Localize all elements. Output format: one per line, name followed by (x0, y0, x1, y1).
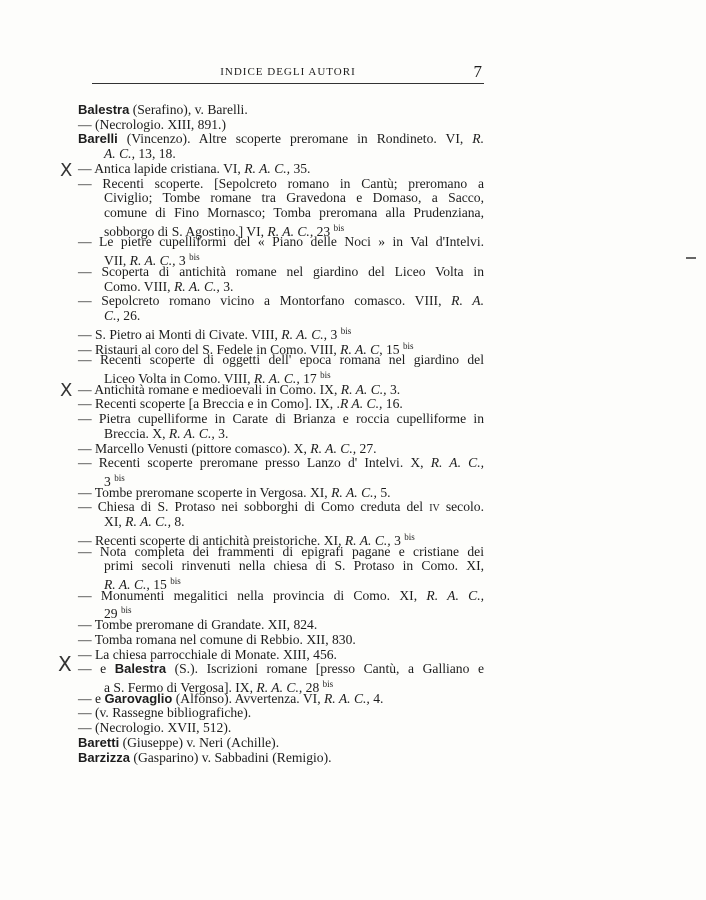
entry-text: Civiglio; Tombe romane tra Gravedona e Domaso, a Sacco, (104, 190, 484, 206)
entry-line (78, 412, 484, 427)
journal-abbrev: R. A. C., (256, 680, 303, 696)
entry-line (78, 574, 484, 592)
entry-text: — e (78, 690, 105, 706)
index-entry (78, 648, 484, 663)
entry-text: — La chiesa parrocchiale di Monate. XIII, 456. (78, 646, 337, 662)
entry-line (78, 265, 484, 280)
entry-text: 17 (299, 370, 321, 386)
entry-line (78, 545, 484, 560)
entry-text: — e (78, 661, 115, 677)
index-entry (78, 412, 484, 441)
index-entry (78, 736, 484, 751)
running-header (92, 64, 484, 84)
entry-line (78, 177, 484, 192)
author-name: Balestra (78, 102, 130, 117)
entry-text: 3. (214, 425, 229, 441)
entry-line (78, 339, 484, 357)
entry-text: 13, 18. (134, 146, 176, 162)
author-name: Balestra (114, 661, 167, 677)
entry-line (78, 221, 484, 239)
entry-text: — Tomba romana nel comune di Rebbio. XII, 830. (78, 631, 356, 647)
entry-text: 35. (290, 160, 311, 176)
index-entry (78, 530, 484, 548)
entry-text: — Nota completa dei frammenti di epigrafi pagane e cristiane dei (78, 543, 484, 559)
entry-line (78, 353, 484, 368)
entry-line (78, 515, 484, 530)
entry-text: bis (170, 576, 181, 586)
entry-line (78, 294, 484, 309)
index-entry (78, 692, 484, 707)
entry-text: 3. (386, 381, 401, 397)
entry-text: Como. VIII, (104, 278, 174, 294)
entry-text: 16. (382, 396, 403, 412)
index-entry (78, 352, 484, 386)
entry-line (78, 706, 484, 721)
author-index-entries (78, 103, 484, 765)
entry-line (78, 442, 484, 457)
journal-abbrev: R. A. C (340, 341, 380, 357)
index-entry (78, 397, 484, 412)
entry-text: bis (121, 605, 132, 616)
index-entry (78, 132, 484, 161)
entry-text: 5. (376, 484, 391, 500)
journal-abbrev: R. A. C., (344, 532, 391, 548)
entry-text: — S. Pietro ai Monti di Civate. VIII, (78, 326, 282, 342)
entry-text: — (Necrologio. XIII, 891.) (78, 116, 226, 132)
journal-abbrev: R. A. C., (129, 253, 176, 269)
entry-text: — Monumenti megalitici nella provincia di Como. XI, (78, 587, 427, 603)
entry-line (78, 368, 484, 386)
entry-line (78, 633, 484, 648)
entry-text: (Serafino), v. Barelli. (129, 102, 248, 117)
entry-line (78, 383, 484, 398)
journal-abbrev: R. A. C., (426, 587, 484, 603)
index-entry (78, 324, 484, 342)
entry-text: — Le pietre cupelliformi del « Piano delle Noci » in Val d'Intelvi. (78, 234, 484, 250)
journal-abbrev: R. A. C., (173, 278, 220, 294)
margin-x-mark: X (58, 652, 72, 676)
entry-text: 28 (302, 680, 323, 696)
entry-text: — Recenti scoperte. [Sepolcreto romano in Cantù; preromano a (78, 175, 484, 191)
entry-text: comune di Fino Mornasco; Tomba preromana alla Prudenziana, (104, 205, 484, 221)
header-title: INDICE DEGLI AUTORI (220, 66, 356, 78)
margin-dash-mark (686, 257, 696, 259)
index-entry (78, 543, 484, 592)
entry-line (78, 191, 484, 206)
journal-abbrev: A. C., (104, 146, 135, 162)
entry-text: — Marcello Venusti (pittore comasco). X, (78, 440, 311, 456)
index-entry (78, 661, 484, 696)
entry-text: 26. (119, 308, 141, 324)
entry-text: — Pietra cupelliforme in Carate di Brianza e roccia cupelliforme in (78, 411, 484, 427)
entry-text: — (v. Rassegne bibliografiche). (78, 705, 252, 721)
entry-text: bis (189, 252, 200, 263)
entry-text: — Recenti scoperte di antichità preistoriche. XI, (78, 532, 345, 548)
entry-text: — Scoperta di antichità romane nel giardino del Liceo Volta in (78, 263, 484, 279)
index-entry (78, 162, 484, 177)
index-entry (78, 486, 484, 501)
entry-line (78, 692, 484, 707)
index-entry (78, 633, 484, 648)
entry-line (78, 486, 484, 501)
entry-text: 29 (104, 606, 121, 622)
index-entry (78, 706, 484, 721)
journal-abbrev: R. A. C., (430, 455, 484, 471)
index-entry (78, 339, 484, 357)
author-name: Barelli (78, 131, 118, 147)
entry-line (78, 250, 484, 269)
entry-text: 15 (149, 577, 171, 592)
entry-line (78, 500, 484, 515)
entry-text: (Gasparino) v. Sabbadini (Remigio). (130, 749, 332, 765)
entry-line (78, 206, 484, 221)
author-name: Garovaglio (104, 690, 173, 706)
entry-line (78, 235, 484, 250)
entry-text: — Recenti scoperte di oggetti dell' epoca romana nel giardino del (78, 352, 484, 368)
index-entry (78, 103, 484, 118)
index-entry (78, 294, 484, 323)
journal-abbrev: R. (472, 131, 484, 147)
journal-abbrev: R. A. C., (125, 514, 171, 530)
index-entry (78, 265, 484, 294)
entry-text: secolo. (439, 499, 484, 515)
entry-text: 3. (219, 278, 234, 294)
index-entry (78, 442, 484, 457)
entry-line (78, 103, 484, 118)
entry-line (78, 397, 484, 412)
entry-text: bis (402, 340, 414, 351)
journal-abbrev: R A. C., (339, 396, 383, 412)
entry-text: — Sepolcreto romano vicino a Montorfano comasco. VIII, (78, 293, 452, 309)
index-entry (78, 618, 484, 633)
journal-abbrev: R. A. C., (324, 690, 370, 706)
author-name: Barzizza (78, 749, 131, 765)
entry-text: XI, (104, 514, 126, 530)
entry-text: — Antica lapide cristiana. VI, (78, 160, 245, 176)
entry-line (78, 648, 484, 663)
entry-text: bis (320, 369, 331, 380)
entry-text: (S.). Iscrizioni romane [presso Cantù, a Galliano e (166, 661, 484, 677)
entry-line (78, 471, 484, 489)
margin-x-mark: X (60, 380, 73, 401)
journal-abbrev: R. A. C., (267, 223, 314, 239)
entry-line (78, 162, 484, 177)
entry-text: — Chiesa di S. Protaso nei sobborghi di Como creduta del (78, 499, 430, 515)
entry-line (78, 118, 484, 133)
entry-line (78, 736, 484, 751)
journal-abbrev: R. A. C., (310, 440, 357, 456)
journal-abbrev: R. A. C., (253, 370, 300, 386)
entry-line (78, 589, 484, 604)
entry-text: bis (333, 222, 345, 233)
entry-text: 3 (327, 326, 341, 342)
entry-text: 4. (369, 690, 384, 706)
entry-text: Liceo Volta in Como. VIII, (104, 370, 254, 386)
entry-text: (Alfonso). Avvertenza. VI, (172, 690, 324, 706)
entry-text: Breccia. X, (104, 425, 169, 441)
journal-abbrev: R. A. (451, 293, 484, 309)
entry-text: — Recenti scoperte preromane presso Lanzo d' Intelvi. X, (78, 455, 431, 471)
index-entry (78, 500, 484, 529)
entry-line (78, 677, 484, 696)
entry-line (78, 751, 484, 766)
entry-text: 3 (104, 473, 115, 489)
entry-line (78, 456, 484, 471)
entry-text: 27. (356, 440, 377, 456)
entry-text: 3 (175, 253, 190, 269)
entry-text: bis (322, 679, 334, 690)
index-entry (78, 118, 484, 133)
entry-text: bis (404, 531, 415, 542)
entry-text: — Recenti scoperte [a Breccia e in Como]. IX, . (78, 396, 340, 412)
entry-text: — Antichità romane e medioevali in Como. IX, (78, 381, 341, 397)
journal-abbrev: R. A. C., (244, 160, 291, 176)
entry-text: — Ristauri al coro del S. Fedele in Como. VIII, (78, 341, 341, 357)
index-entry (78, 751, 484, 766)
index-entry (78, 455, 484, 489)
entry-text: (Giuseppe) v. Neri (Achille). (119, 734, 280, 750)
entry-text: bis (114, 472, 125, 483)
entry-line (78, 662, 484, 677)
entry-text: (Vincenzo). Altre scoperte preromane in Rondineto. VI, (117, 131, 473, 147)
journal-abbrev: R. A. C., (104, 577, 150, 592)
index-entry (78, 721, 484, 736)
entry-text: iv (429, 499, 440, 515)
entry-text: a S. Fermo di Vergosa]. IX, (104, 680, 257, 696)
journal-abbrev: R. A. C., (168, 425, 215, 441)
index-entry (78, 175, 484, 239)
journal-abbrev: R. A. C., (331, 484, 377, 500)
entry-text: , 15 (379, 341, 403, 357)
entry-text: — Tombe preromane di Grandate. XII, 824. (78, 617, 318, 633)
entry-line (78, 530, 484, 548)
entry-line (78, 603, 484, 622)
journal-abbrev: C., (104, 308, 120, 324)
index-entry (78, 234, 484, 269)
entry-text: — (Necrologio. XVII, 512). (78, 720, 232, 736)
index-entry (78, 383, 484, 398)
entry-text: 3 (390, 532, 405, 548)
entry-text: VII, (104, 253, 130, 269)
page-number: 7 (473, 62, 482, 81)
margin-x-mark: X (60, 160, 73, 181)
entry-text: 23 (313, 223, 334, 239)
entry-line (78, 618, 484, 633)
author-name: Baretti (78, 734, 120, 750)
entry-line (78, 132, 484, 147)
entry-text: bis (340, 325, 352, 336)
journal-abbrev: R. A. C., (340, 381, 387, 397)
entry-text: — Tombe preromane scoperte in Vergosa. XI, (78, 484, 332, 500)
entry-line (78, 721, 484, 736)
entry-text: primi secoli rinvenuti nella chiesa di S. Protaso in Como. XI, (104, 558, 484, 574)
entry-line (78, 309, 484, 324)
entry-text: 8. (170, 514, 185, 530)
entry-line (78, 324, 484, 342)
entry-line (78, 147, 484, 162)
entry-line (78, 427, 484, 442)
journal-abbrev: R. A. C., (281, 326, 328, 342)
entry-line (78, 280, 484, 295)
entry-text: sobborgo di S. Agostino.] VI, (104, 223, 268, 239)
entry-line (78, 559, 484, 574)
index-entry (78, 587, 484, 622)
